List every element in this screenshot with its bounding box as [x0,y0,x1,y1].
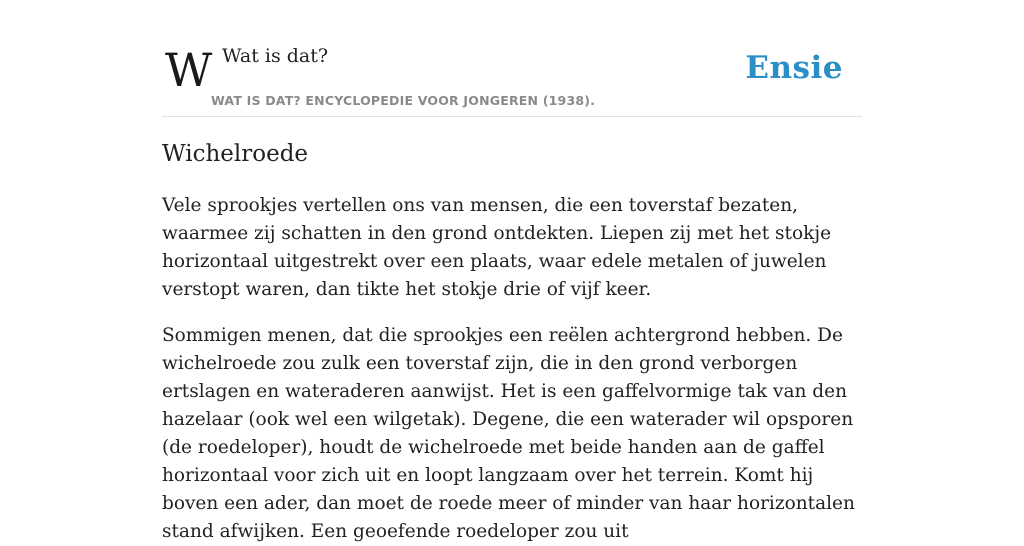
article-paragraph: Vele sprookjes vertellen ons van mensen, die een toverstaf bezaten, waarmee zij schatten in den grond ontdekten. Liepen zij met het stokje horizontaal uitgestrekt over een plaats, waar edele metalen of juwelen verstopt waren, dan tikte het stokje drie of vijf keer. [162,195,832,300]
article-paragraph: Sommigen menen, dat die sprookjes een reëlen achtergrond hebben. De wichelroede zou zulk een toverstaf zijn, die in den grond verborgen ertslagen en wateraderen aanwijst. Het is een gaffelvormige tak van den hazelaar (ook wel een wilgetak). Degene, die een waterader wil opsporen (de roedeloper), houdt de wichelroede met beide handen aan de gaffel horizontaal voor zich uit en loopt langzaam over het terrein. Komt hij boven een ader, dan moet de roede meer of minder van haar horizontalen stand afwijken. Een geoefende roedeloper zou uit [162,325,855,542]
wikipedia-logo-icon[interactable]: W [165,43,207,97]
site-title[interactable]: Wat is dat? [222,45,329,67]
ensie-brand-link[interactable]: Ensie [745,50,843,86]
site-header [162,0,862,117]
site-subtitle: WAT IS DAT? ENCYCLOPEDIE VOOR JONGEREN (1938). [211,93,596,108]
article [162,136,862,546]
article-title: Wichelroede [162,141,309,167]
